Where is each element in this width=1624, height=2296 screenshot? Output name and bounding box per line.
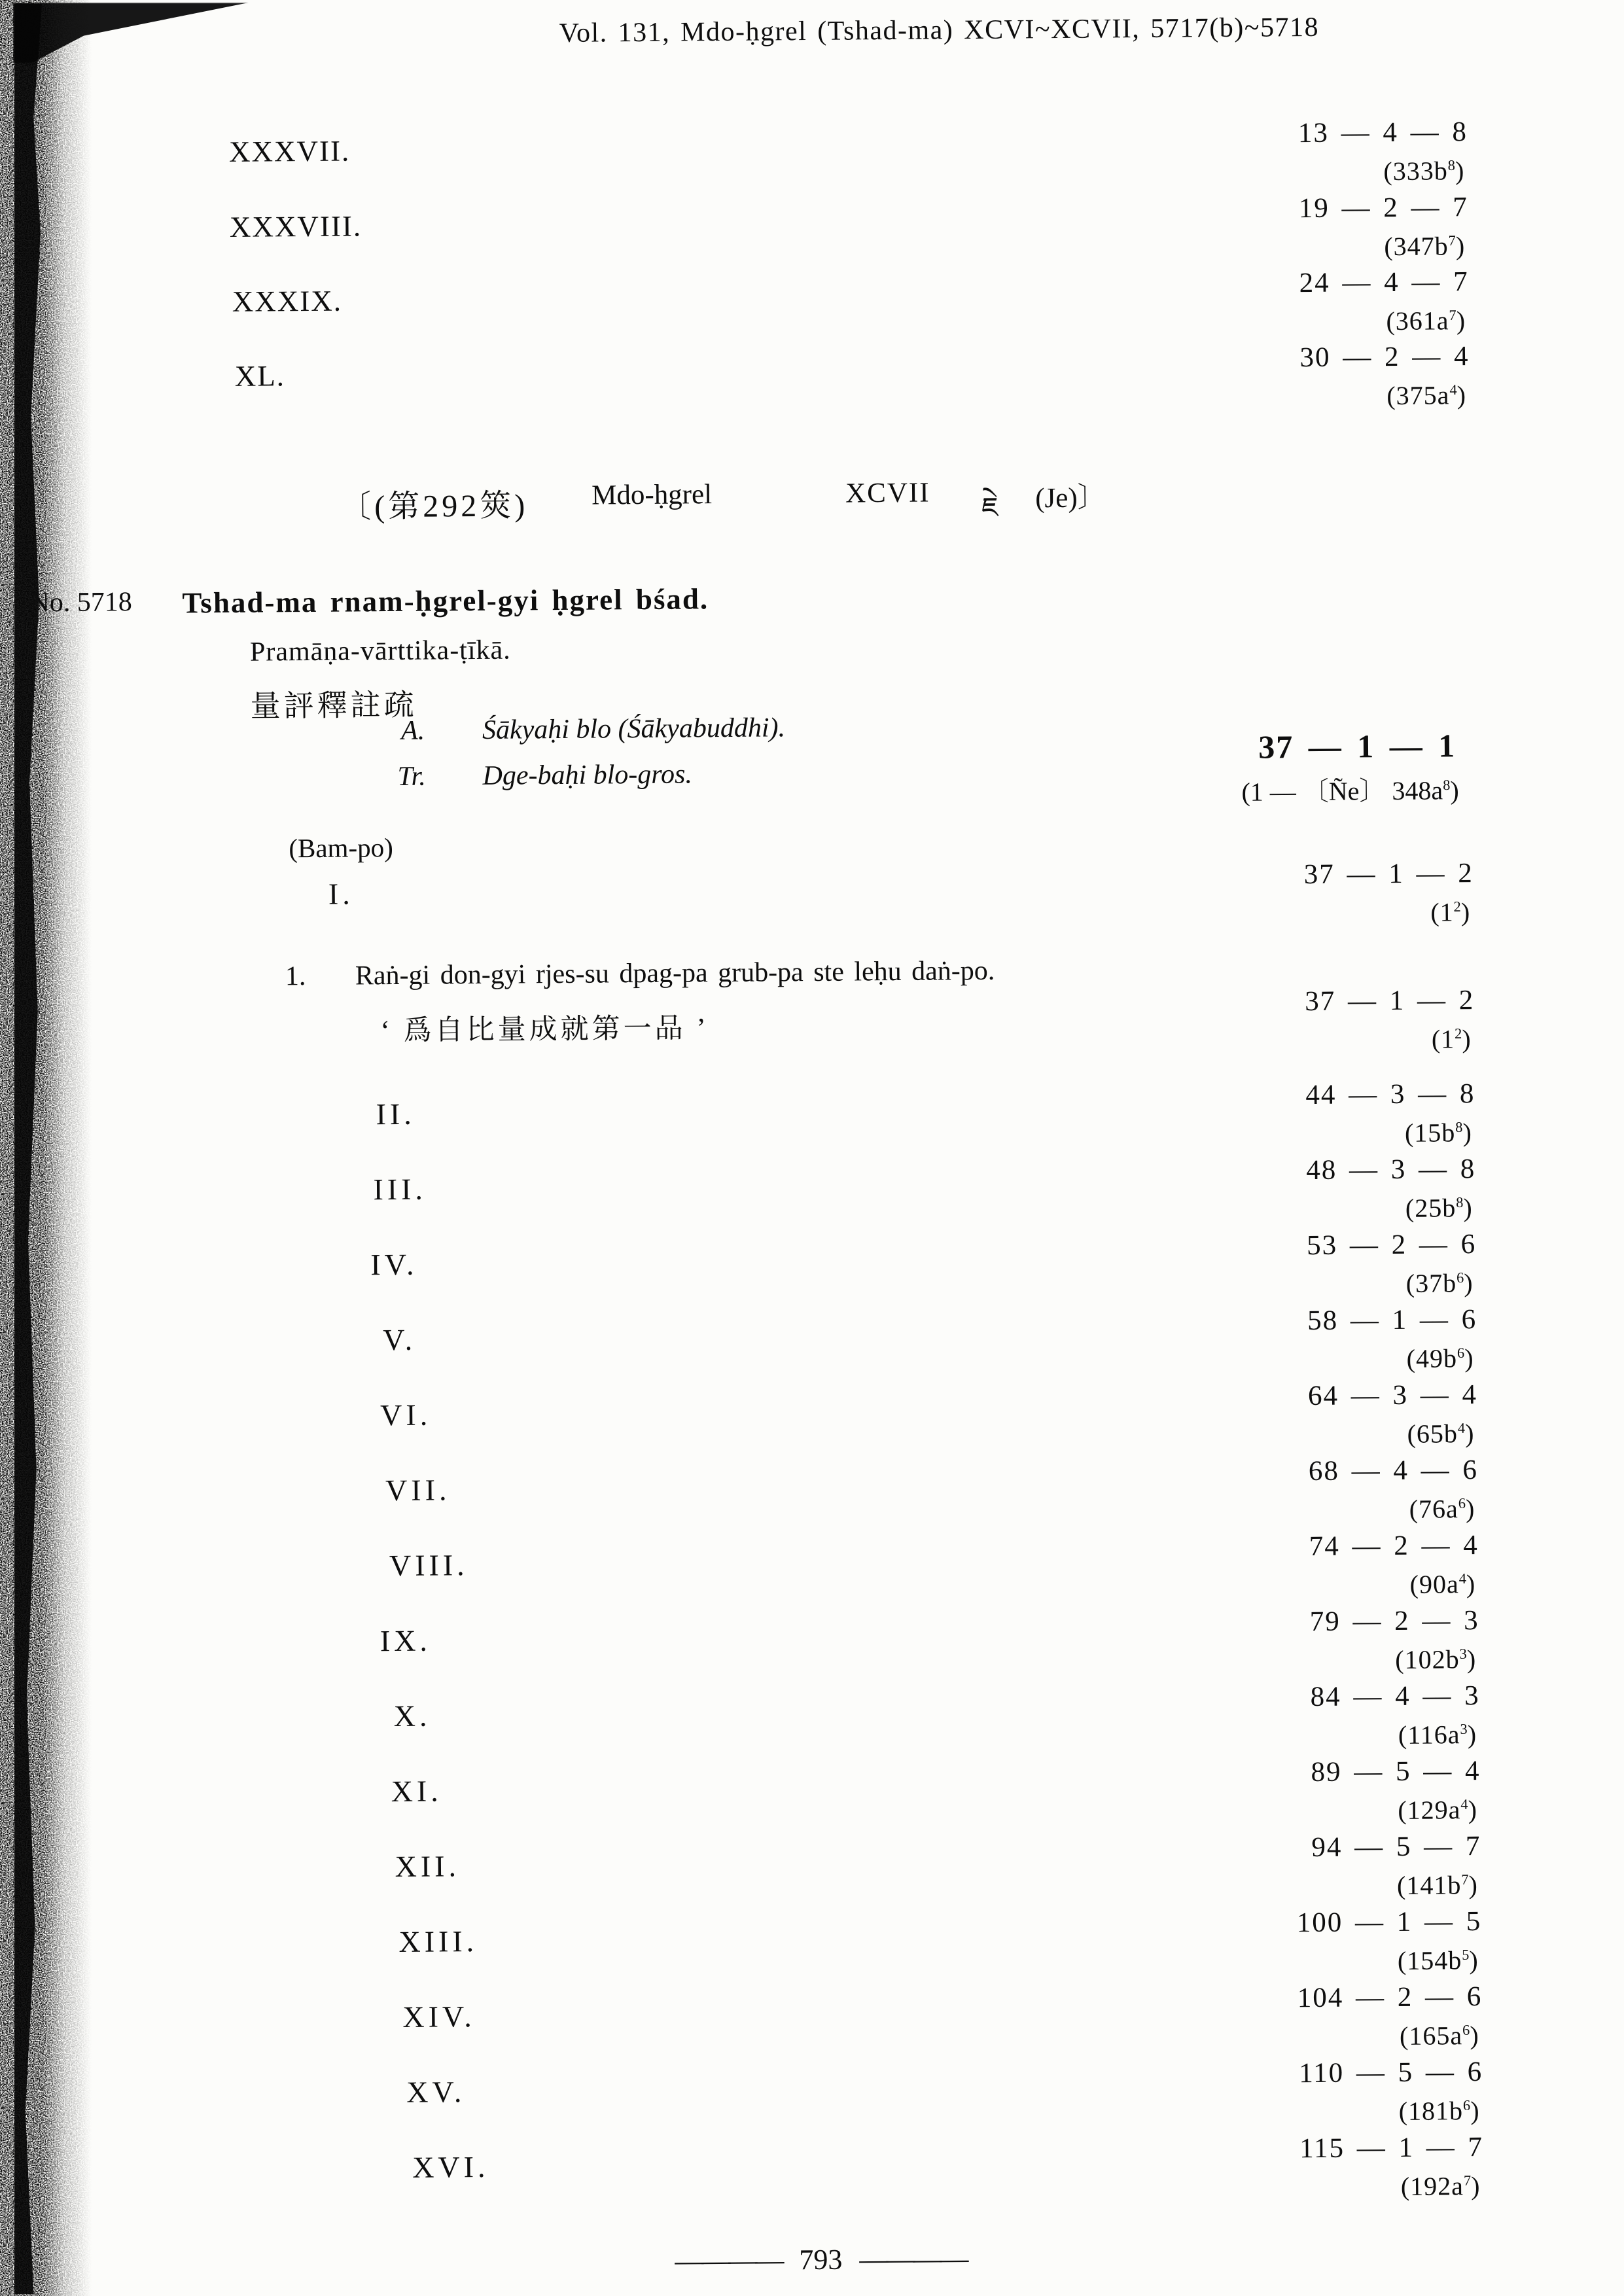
chapter-numeral: III. — [373, 1172, 427, 1207]
chapter-numeral: XII. — [395, 1849, 461, 1884]
chapter-row — [4, 1678, 1624, 1750]
location-value: 100 — 1 — 5 — [1296, 1906, 1482, 1939]
chapter-row — [1, 1302, 1624, 1373]
work-title-tibetan: Tshad-ma rnam-ḥgrel-gyi ḥgrel bśad. — [182, 582, 709, 620]
work-title-chinese: 量評釋註疏 — [250, 688, 417, 723]
author-name: Śākyaḥi blo (Śākyabuddhi). — [482, 713, 786, 745]
chapter-row — [0, 1152, 1624, 1223]
chapter-numeral: XI. — [391, 1774, 442, 1809]
chapter-title-row — [0, 950, 1623, 992]
entry-title-row — [0, 574, 1619, 620]
chapter-row — [7, 1979, 1624, 2051]
chapter-numeral: XL. — [234, 359, 286, 393]
running-header: Vol. 131, Mdo-ḥgrel (Tshad-ma) XCVI~XCVII, 5717(b)~5718 — [559, 12, 1320, 48]
chapter-numeral: XIV. — [402, 2000, 476, 2034]
main-location-folio: (1 — 〔Ñe〕 $348a^8$) — [1241, 775, 1459, 807]
folio-value: $(49b^6)$ — [1406, 1343, 1474, 1373]
folio-value: $(116a^3)$ — [1398, 1720, 1477, 1750]
entry-chinese-row — [0, 671, 1620, 723]
folio-value: $(347b^7)$ — [1384, 231, 1466, 262]
folio-value: $(375a^4)$ — [1386, 380, 1467, 411]
volume-label-je: (Je)〕 — [1035, 482, 1106, 514]
location-value: 37 — 1 — 2 — [1303, 858, 1474, 891]
chapter-numeral: XVI. — [412, 2149, 489, 2184]
main-location-value: 37 — 1 — 1 — [1258, 727, 1456, 766]
location-value: 64 — 3 — 4 — [1307, 1379, 1478, 1412]
catalog-number: No. 5718 — [29, 587, 132, 618]
location-value: 84 — 4 — 3 — [1310, 1680, 1480, 1713]
author-label: A. — [400, 715, 425, 746]
location-value: 24 — 4 — 7 — [1299, 266, 1469, 299]
location-value: 30 — 2 — 4 — [1299, 341, 1470, 374]
translator-name: Dge-baḥi blo-gros. — [482, 759, 693, 791]
folio-value: $(102b^3)$ — [1395, 1644, 1477, 1675]
folio-value: $(129a^4)$ — [1398, 1795, 1478, 1825]
chapter-numeral: XV. — [406, 2075, 466, 2109]
location-value: 79 — 2 — 3 — [1309, 1605, 1479, 1638]
chapter-numeral: XXXVII. — [228, 134, 351, 168]
chapter-numeral: V. — [383, 1322, 417, 1357]
chapter-row — [0, 1076, 1623, 1148]
tibetan-letter: ཇེ — [981, 493, 999, 523]
bampo-row — [0, 822, 1621, 864]
chapter-row — [6, 1904, 1624, 1976]
toc-row — [0, 115, 1616, 186]
chapter-numeral: VIII. — [389, 1548, 468, 1583]
folio-value: $(25b^8)$ — [1405, 1193, 1473, 1223]
folio-value: $(141b^7)$ — [1396, 1870, 1479, 1901]
location-value: 48 — 3 — 8 — [1306, 1154, 1476, 1186]
page-footer — [675, 2242, 966, 2278]
volume-label-latin: Mdo-ḥgrel — [591, 479, 713, 511]
folio-value: $(37b^6)$ — [1405, 1268, 1474, 1298]
chapter-numeral: XXXIX. — [232, 284, 343, 318]
chapter-numeral: VII. — [385, 1473, 451, 1508]
chapter-numeral: IX. — [380, 1623, 432, 1658]
chapter-row — [5, 1829, 1624, 1901]
chapter-numeral: VI. — [380, 1398, 432, 1432]
footer-rule-left: ———— — [675, 2244, 783, 2277]
chapter-numeral: IV. — [370, 1247, 418, 1282]
folio-value: $(154b^5)$ — [1397, 1945, 1479, 1976]
folio-value: $(181b^6)$ — [1398, 2096, 1480, 2127]
toc-row — [0, 339, 1617, 411]
folio-value: $(361a^7)$ — [1386, 306, 1466, 336]
folio-value: $(165a^6)$ — [1399, 2021, 1479, 2051]
location-value: 53 — 2 — 6 — [1307, 1229, 1477, 1262]
translator-label: Tr. — [397, 761, 426, 792]
location-value: 104 — 2 — 6 — [1297, 1981, 1483, 2014]
chapter-numeral: XXXVIII. — [229, 209, 362, 243]
chapter-row — [3, 1453, 1624, 1524]
location-value: 74 — 2 — 4 — [1309, 1530, 1479, 1563]
chapter-numeral: I. — [328, 877, 354, 911]
location-value: 94 — 5 — 7 — [1311, 1831, 1481, 1863]
location-value: 44 — 3 — 8 — [1305, 1078, 1475, 1111]
folio-value: $(1^2)$ — [1430, 897, 1471, 927]
folio-value: $(192a^7)$ — [1400, 2171, 1481, 2201]
volume-number-roman: XCVII — [845, 477, 930, 509]
folio-value: $(1^2)$ — [1431, 1024, 1472, 1054]
location-value: 37 — 1 — 2 — [1305, 985, 1475, 1017]
location-value: 13 — 4 — 8 — [1297, 116, 1468, 149]
chapter-title-tibetan: Raṅ-gi don-gyi rjes-su dpag-pa grub-pa ste leḥu daṅ-po. — [355, 955, 995, 991]
bampo-note: (Bam-po) — [289, 832, 393, 864]
chapter-numeral: II. — [376, 1097, 415, 1131]
chapter-title-chinese: ‘ 爲自比量成就第一品 ’ — [380, 1013, 709, 1047]
location-value: 110 — 5 — 6 — [1299, 2056, 1483, 2089]
page-number: 793 — [799, 2243, 843, 2276]
chapter-row — [7, 2055, 1624, 2127]
chapter-row — [5, 1754, 1624, 1825]
folio-value: $(65b^4)$ — [1407, 1419, 1475, 1449]
location-value: 115 — 1 — 7 — [1299, 2131, 1484, 2164]
chapter-row — [0, 856, 1622, 927]
entry-sanskrit-row — [0, 626, 1620, 667]
location-value: 89 — 5 — 4 — [1311, 1756, 1481, 1788]
location-value: 19 — 2 — 7 — [1298, 192, 1468, 224]
chapter-row — [8, 2130, 1624, 2201]
chapter-number: 1. — [285, 961, 306, 992]
folio-value: $(15b^8)$ — [1404, 1118, 1473, 1148]
footer-rule-right: ———— — [859, 2242, 967, 2276]
work-title-sanskrit: Pramāṇa-vārttika-ṭīkā. — [249, 635, 511, 667]
section-bracket-line — [0, 471, 1619, 525]
folio-value: $(90a^4)$ — [1409, 1569, 1476, 1599]
folio-value: $(333b^8)$ — [1383, 156, 1465, 186]
folio-value: $(76a^6)$ — [1409, 1494, 1475, 1524]
chapter-row — [1, 1227, 1624, 1298]
toc-row — [0, 190, 1617, 262]
chapter-row — [2, 1377, 1624, 1449]
location-value: 58 — 1 — 6 — [1307, 1304, 1477, 1337]
chapter-numeral: X. — [393, 1699, 431, 1733]
chapter-numeral: XIII. — [398, 1924, 478, 1958]
location-value: 68 — 4 — 6 — [1308, 1455, 1479, 1487]
chapter-row — [3, 1528, 1624, 1599]
chapter-row — [4, 1603, 1624, 1675]
toc-row — [0, 264, 1617, 336]
volume-label-cjk: 〔(第292筴) — [340, 488, 529, 525]
